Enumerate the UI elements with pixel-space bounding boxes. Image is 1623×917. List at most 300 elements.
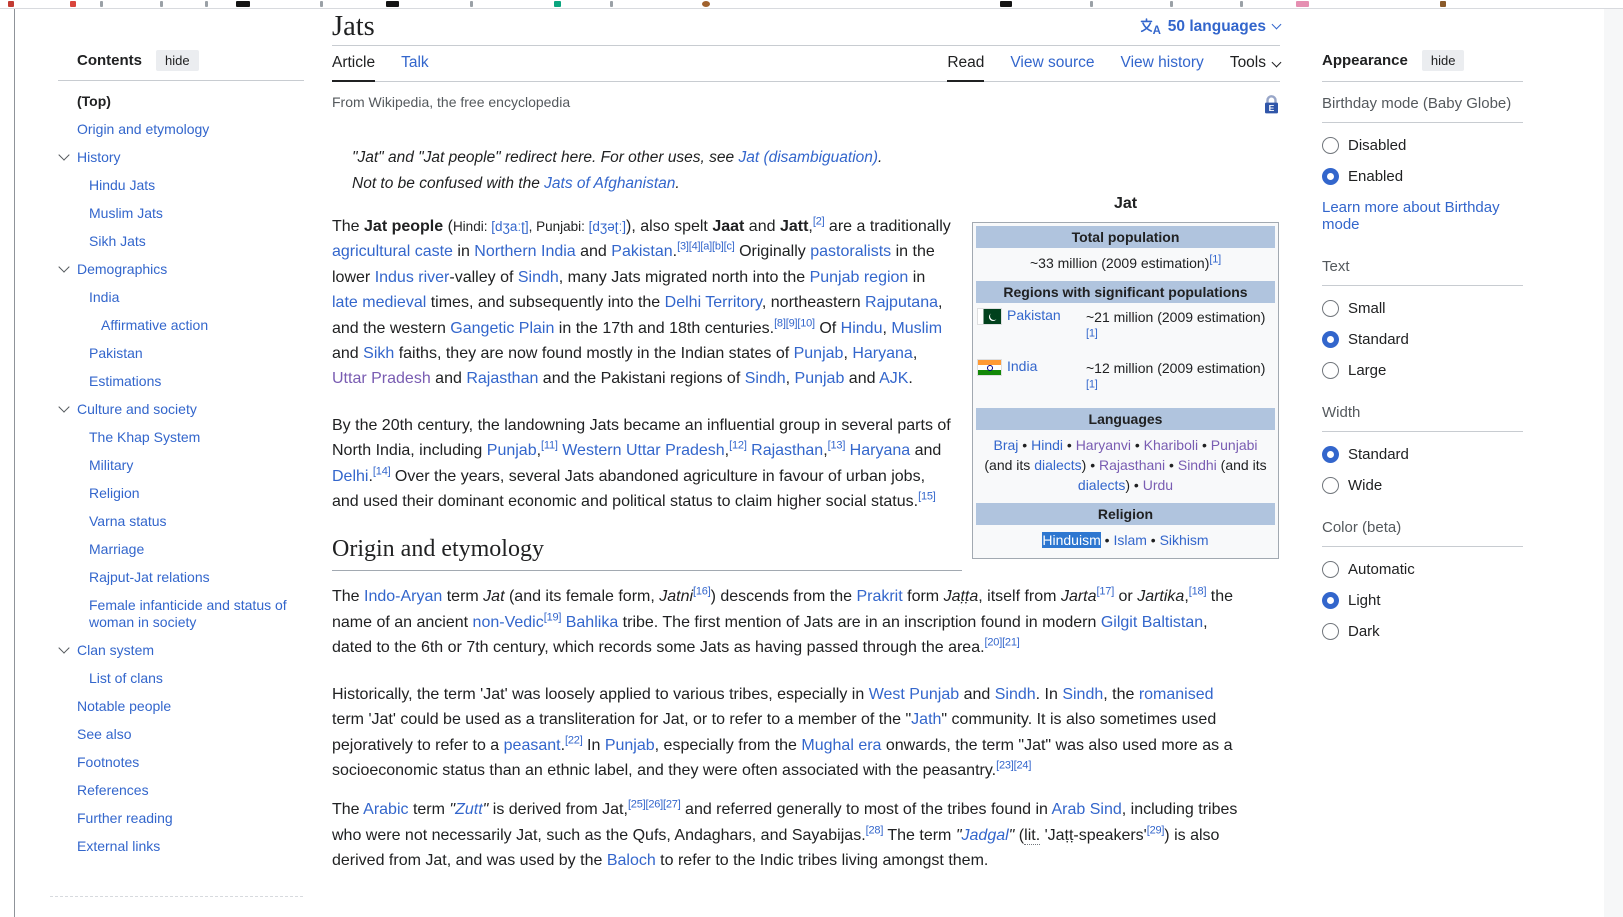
text-segment: (and its female form, bbox=[504, 588, 660, 606]
radio-option-enabled[interactable] bbox=[1322, 168, 1523, 185]
origin-paragraph-1 bbox=[332, 584, 1248, 660]
radio-selected-icon[interactable] bbox=[1322, 446, 1339, 463]
link[interactable]: dialects bbox=[1034, 457, 1082, 473]
link[interactable]: [28] bbox=[865, 824, 884, 837]
link[interactable]: [8][9][10] bbox=[774, 317, 815, 330]
radio-option-light[interactable] bbox=[1322, 592, 1523, 609]
text-segment: , northeastern bbox=[761, 294, 866, 312]
text-segment: The bbox=[332, 588, 365, 606]
toc-item-label: Varna status bbox=[89, 513, 167, 529]
link[interactable]: Urdu bbox=[1142, 477, 1174, 493]
table-of-contents bbox=[58, 50, 304, 866]
bookmark-icon-fragment bbox=[386, 1, 399, 7]
text-segment: ~33 million (2009 estimation) bbox=[1029, 255, 1210, 271]
link[interactable]: Punjab bbox=[794, 370, 845, 388]
text-segment: , including tribes who were not necessarily Jat, such as the Qufs, Andaghars, and Sayabijas. bbox=[332, 801, 1238, 844]
link[interactable]: Zutt bbox=[455, 801, 483, 819]
bookmark-icon-fragment bbox=[8, 1, 14, 7]
svg-text:E: E bbox=[1268, 103, 1275, 113]
toc-item-label: Clan system bbox=[77, 642, 155, 658]
link[interactable]: Sindh bbox=[994, 685, 1036, 703]
radio-option-label: Enabled bbox=[1348, 168, 1404, 185]
bookmark-icon-fragment bbox=[100, 1, 103, 7]
text-segment: , especially from the bbox=[654, 736, 802, 754]
link[interactable]: Rajputana bbox=[865, 294, 938, 312]
link[interactable]: Pakistan bbox=[1007, 307, 1061, 323]
link[interactable]: Jadgal bbox=[961, 826, 1009, 844]
toc-item-female-infanticide-and-status-of-woman-in-society[interactable] bbox=[58, 597, 304, 631]
bookmark-icon-fragment bbox=[1090, 1, 1093, 7]
link[interactable]: [1] bbox=[1209, 253, 1221, 266]
text-segment: Not to be confused with the bbox=[352, 175, 545, 192]
radio-unselected-icon[interactable] bbox=[1322, 477, 1339, 494]
bookmark-icon-fragment bbox=[554, 1, 561, 7]
link[interactable]: romanised bbox=[1138, 685, 1214, 703]
toc-item-list-of-clans[interactable] bbox=[58, 670, 304, 687]
appearance-section-title: Text bbox=[1322, 258, 1523, 286]
link[interactable]: [1] bbox=[1086, 327, 1098, 340]
link[interactable]: Delhi Territory bbox=[664, 294, 762, 312]
bookmark-icon-fragment bbox=[1170, 1, 1173, 7]
chevron-down-icon[interactable] bbox=[58, 149, 69, 160]
radio-option-label: Disabled bbox=[1348, 137, 1407, 154]
page-title: Jats bbox=[332, 10, 375, 42]
link[interactable]: Hinduism bbox=[1042, 532, 1101, 548]
link[interactable]: Arab Sind bbox=[1051, 801, 1122, 819]
link[interactable]: Western Uttar Pradesh bbox=[562, 442, 725, 460]
text-segment: " bbox=[449, 801, 456, 819]
radio-option-label: Automatic bbox=[1348, 561, 1415, 578]
text-segment: Jarta bbox=[1060, 588, 1097, 606]
link[interactable]: Sindh bbox=[744, 370, 786, 388]
radio-selected-icon[interactable] bbox=[1322, 331, 1339, 348]
toc-item-label: The Khap System bbox=[89, 429, 201, 445]
link[interactable]: Punjab bbox=[486, 442, 537, 460]
radio-unselected-icon[interactable] bbox=[1322, 623, 1339, 640]
text-segment: -valley of bbox=[449, 268, 518, 286]
link[interactable]: AJK bbox=[879, 370, 909, 388]
bookmark-icon-fragment bbox=[160, 1, 163, 7]
toc-item-rajput-jat-relations[interactable] bbox=[58, 569, 304, 586]
religion-value bbox=[976, 525, 1275, 555]
text-segment: Jatt bbox=[779, 218, 809, 235]
link[interactable]: [14] bbox=[372, 465, 391, 478]
chevron-down-icon[interactable] bbox=[58, 642, 69, 653]
text-segment: Jat people bbox=[364, 218, 444, 235]
text-segment: 'Jaṭṭ-speakers' bbox=[1040, 826, 1147, 844]
text-segment: " community. It is also sometimes used pejoratively to refer to a bbox=[332, 711, 1217, 754]
text-segment: " bbox=[482, 801, 489, 819]
text-segment: , the bbox=[1103, 685, 1139, 703]
text-segment: times, and subsequently into the bbox=[426, 294, 665, 312]
radio-option-dark[interactable] bbox=[1322, 623, 1523, 640]
link[interactable]: India bbox=[1007, 358, 1038, 374]
text-segment: • bbox=[1063, 437, 1076, 453]
text-segment: lit. bbox=[1024, 826, 1041, 844]
text-segment: Jatni bbox=[659, 588, 694, 606]
link[interactable]: Punjab bbox=[604, 736, 655, 754]
text-segment: and bbox=[910, 442, 942, 460]
text-segment: , bbox=[785, 370, 795, 388]
toc-item-culture-and-society[interactable] bbox=[58, 401, 304, 418]
text-segment: . bbox=[560, 736, 566, 754]
text-segment: , many Jats migrated north into the bbox=[558, 268, 810, 286]
link[interactable]: Sindh bbox=[517, 268, 559, 286]
text-segment: . bbox=[878, 149, 883, 166]
tab-article[interactable]: Article bbox=[332, 54, 375, 81]
appearance-hide-button[interactable]: hide bbox=[1422, 50, 1465, 71]
languages-value bbox=[976, 430, 1275, 500]
text-segment: , and the western bbox=[332, 294, 943, 337]
text-segment: faiths, they are now found mostly in the Indian states of bbox=[394, 345, 794, 363]
text-segment: . bbox=[675, 175, 680, 192]
text-segment: " bbox=[955, 826, 962, 844]
languages-button[interactable] bbox=[1140, 18, 1280, 36]
toc-item-marriage[interactable] bbox=[58, 541, 304, 558]
region-row-pakistan bbox=[976, 303, 1275, 354]
toc-item-notable-people[interactable] bbox=[58, 698, 304, 715]
radio-option-wide[interactable] bbox=[1322, 477, 1523, 494]
link[interactable]: Muslim bbox=[891, 319, 943, 337]
toc-item-further-reading[interactable] bbox=[58, 810, 304, 827]
link[interactable]: Khariboli bbox=[1143, 437, 1199, 453]
link[interactable]: Haryana bbox=[852, 345, 913, 363]
link[interactable]: Gangetic Plain bbox=[450, 319, 555, 337]
learn-more-link[interactable]: Learn more about Birthday mode bbox=[1322, 199, 1500, 233]
radio-option-automatic[interactable] bbox=[1322, 561, 1523, 578]
toc-item-label: Sikh Jats bbox=[89, 233, 146, 249]
text-segment: • bbox=[1165, 457, 1178, 473]
link[interactable]: [25][26][27] bbox=[627, 798, 681, 811]
site-subtitle: From Wikipedia, the free encyclopedia bbox=[332, 94, 571, 110]
link[interactable]: Punjab region bbox=[809, 268, 909, 286]
text-segment: ), also spelt bbox=[626, 218, 713, 235]
link[interactable]: non-Vedic bbox=[472, 613, 544, 631]
text-segment: , bbox=[882, 319, 892, 337]
toc-item-varna-status[interactable] bbox=[58, 513, 304, 530]
link[interactable]: Sikhism bbox=[1159, 532, 1209, 548]
text-segment: , dated to the 6th or 7th century, which records some Jats as having passed through the area. bbox=[332, 613, 1208, 657]
link[interactable]: Gilgit Baltistan bbox=[1100, 613, 1204, 631]
link[interactable]: Jat (disambiguation) bbox=[738, 149, 879, 166]
radio-option-label: Small bbox=[1348, 300, 1386, 317]
radio-option-large[interactable] bbox=[1322, 362, 1523, 379]
bookmark-icon-fragment bbox=[610, 1, 613, 7]
text-segment: and bbox=[430, 370, 467, 388]
translate-icon bbox=[1140, 18, 1161, 35]
appearance-heading: Appearance bbox=[1322, 52, 1408, 69]
hatnote-line bbox=[352, 145, 1280, 171]
toc-item-see-also[interactable] bbox=[58, 726, 304, 743]
link[interactable]: [11] bbox=[541, 439, 558, 452]
scrollbar-track[interactable] bbox=[1604, 9, 1623, 917]
link[interactable]: Rajasthan bbox=[466, 370, 539, 388]
text-segment: is derived from Jat, bbox=[488, 801, 628, 819]
toc-item-clan-system[interactable] bbox=[58, 642, 304, 659]
text-segment: or bbox=[1114, 588, 1138, 606]
link[interactable]: Indo-Aryan bbox=[364, 588, 443, 606]
link[interactable]: [19] bbox=[543, 611, 562, 624]
languages-label: 50 languages bbox=[1167, 17, 1266, 35]
link[interactable]: Arabic bbox=[363, 801, 409, 819]
text-segment: , bbox=[1184, 588, 1189, 606]
bookmark-icon-fragment bbox=[205, 1, 208, 7]
toc-item-top[interactable] bbox=[58, 93, 304, 110]
text-segment: , bbox=[808, 218, 813, 235]
tab-view-history[interactable]: View history bbox=[1120, 54, 1204, 71]
region-row-india bbox=[976, 354, 1275, 405]
toc-item-label: Affirmative action bbox=[101, 317, 209, 333]
tab-talk[interactable]: Talk bbox=[401, 54, 429, 71]
toc-item-sikh-jats[interactable] bbox=[58, 233, 304, 250]
link[interactable]: Punjab bbox=[793, 345, 844, 363]
toc-item-label: (Top) bbox=[77, 93, 111, 109]
toc-item-label: Demographics bbox=[77, 261, 168, 277]
toc-item-label: Female infanticide and status of woman in society bbox=[89, 597, 287, 630]
link[interactable]: Braj bbox=[993, 437, 1019, 453]
infobox-header-total-population: Total population bbox=[976, 226, 1275, 248]
toc-item-pakistan[interactable] bbox=[58, 345, 304, 362]
text-segment: the name of an ancient bbox=[332, 588, 1234, 631]
origin-paragraph-3 bbox=[332, 797, 1248, 873]
toc-item-demographics[interactable] bbox=[58, 261, 304, 278]
link[interactable]: Indus river bbox=[374, 268, 450, 286]
toc-item-label: Military bbox=[89, 457, 134, 473]
text-segment: ~21 million (2009 estimation) bbox=[1086, 309, 1266, 325]
total-population-value bbox=[976, 248, 1275, 278]
text-segment: "Jat" and "Jat people" redirect here. For other uses, see bbox=[352, 149, 739, 166]
appearance-section-title: Color (beta) bbox=[1322, 519, 1523, 547]
section-heading-origin: Origin and etymology bbox=[332, 534, 962, 571]
link[interactable]: Jath bbox=[911, 711, 942, 729]
link[interactable]: West Punjab bbox=[868, 685, 960, 703]
link[interactable]: pastoralists bbox=[810, 243, 892, 261]
text-segment: , bbox=[823, 442, 828, 460]
link[interactable]: Mughal era bbox=[801, 736, 882, 754]
chevron-down-icon bbox=[1272, 57, 1282, 67]
text-segment: • bbox=[1198, 437, 1211, 453]
toc-item-the-khap-system[interactable] bbox=[58, 429, 304, 446]
toc-item-religion[interactable] bbox=[58, 485, 304, 502]
link[interactable]: Northern India bbox=[474, 243, 576, 261]
radio-unselected-icon[interactable] bbox=[1322, 137, 1339, 154]
text-segment: onwards, the term "Jat" was also used more as a socioeconomic status than an ethnic label, and they were often associated with the peasantry. bbox=[332, 736, 1233, 779]
browser-chrome-sliver bbox=[0, 0, 1623, 9]
toc-item-label: References bbox=[77, 782, 149, 798]
radio-selected-icon[interactable] bbox=[1322, 592, 1339, 609]
text-segment: , bbox=[912, 345, 918, 363]
toc-item-military[interactable] bbox=[58, 457, 304, 474]
toc-item-india[interactable] bbox=[58, 289, 304, 306]
toc-item-hindu-jats[interactable] bbox=[58, 177, 304, 194]
tools-label: Tools bbox=[1229, 54, 1266, 71]
link[interactable]: late medieval bbox=[332, 294, 427, 312]
radio-option-label: Wide bbox=[1348, 477, 1383, 494]
toc-item-origin-and-etymology[interactable] bbox=[58, 121, 304, 138]
text-segment: " bbox=[1008, 826, 1015, 844]
text-segment: The bbox=[332, 218, 365, 235]
radio-option-disabled[interactable] bbox=[1322, 137, 1523, 154]
chevron-down-icon[interactable] bbox=[58, 401, 69, 412]
radio-selected-icon[interactable] bbox=[1322, 168, 1339, 185]
link[interactable]: agricultural caste bbox=[332, 243, 453, 261]
tools-menu[interactable] bbox=[1230, 54, 1280, 81]
link[interactable]: Hindi bbox=[1031, 437, 1063, 453]
link[interactable]: Bahlika bbox=[565, 613, 619, 631]
radio-option-standard[interactable] bbox=[1322, 331, 1523, 348]
appearance-sections bbox=[1322, 95, 1523, 640]
toc-hide-button[interactable]: hide bbox=[156, 50, 199, 71]
extended-protection-lock-icon[interactable] bbox=[1263, 94, 1280, 118]
toc-item-label: See also bbox=[77, 726, 132, 742]
link[interactable]: [13] bbox=[827, 439, 846, 452]
toc-item-external-links[interactable] bbox=[58, 838, 304, 855]
text-segment: Of bbox=[814, 319, 841, 337]
link[interactable]: [29] bbox=[1146, 824, 1165, 837]
link[interactable]: Baloch bbox=[606, 852, 656, 870]
link[interactable]: [23][24] bbox=[996, 759, 1032, 772]
radio-option-label: Large bbox=[1348, 362, 1387, 379]
link[interactable]: Hindu bbox=[840, 319, 883, 337]
text-segment: term bbox=[442, 588, 484, 606]
toc-item-label: Rajput-Jat relations bbox=[89, 569, 210, 585]
link[interactable]: Pakistan bbox=[611, 243, 673, 261]
text-segment: In bbox=[582, 736, 605, 754]
link[interactable]: Prakrit bbox=[856, 588, 903, 606]
text-segment: Jaṭṭa bbox=[943, 588, 979, 606]
text-segment: . bbox=[368, 467, 373, 485]
toc-item-muslim-jats[interactable] bbox=[58, 205, 304, 222]
text-segment: . bbox=[908, 370, 913, 388]
text-segment: to refer to the Indic tribes living amongst them. bbox=[655, 852, 989, 870]
infobox-header-languages: Languages bbox=[976, 408, 1275, 430]
text-segment: in the 17th and 18th centuries. bbox=[554, 319, 775, 337]
toc-item-label: Further reading bbox=[77, 810, 173, 826]
link[interactable]: [20][21] bbox=[984, 636, 1020, 649]
link[interactable]: [18] bbox=[1188, 586, 1207, 599]
toc-item-references[interactable] bbox=[58, 782, 304, 799]
text-segment: • bbox=[1146, 532, 1160, 548]
text-segment: (and its bbox=[1216, 457, 1267, 473]
toc-item-label: Culture and society bbox=[77, 401, 197, 417]
link[interactable]: [22] bbox=[565, 734, 583, 747]
text-segment: Historically, the term 'Jat' was loosely applied to various tribes, especially in bbox=[332, 685, 869, 703]
text-segment: • bbox=[1018, 437, 1032, 453]
title-row bbox=[332, 8, 1280, 46]
text-segment: and referred generally to most of the tribes found in bbox=[680, 801, 1052, 819]
text-segment: Punjabi: bbox=[536, 219, 589, 234]
toc-item-label: External links bbox=[77, 838, 161, 854]
link[interactable]: Islam bbox=[1113, 532, 1147, 548]
link[interactable]: Rajasthani bbox=[1099, 457, 1166, 473]
infobox-caption: Jat bbox=[1113, 195, 1138, 212]
chevron-down-icon[interactable] bbox=[58, 261, 69, 272]
text-segment: The term bbox=[883, 826, 956, 844]
radio-option-standard[interactable] bbox=[1322, 446, 1523, 463]
toc-list bbox=[58, 81, 304, 855]
text-segment: and bbox=[575, 243, 612, 261]
lead-paragraph-1 bbox=[332, 214, 954, 392]
tab-read[interactable]: Read bbox=[947, 54, 984, 81]
text-segment: ) descends from the bbox=[710, 588, 857, 606]
text-segment: in bbox=[452, 243, 475, 261]
link[interactable]: Haryana bbox=[849, 442, 911, 460]
link[interactable]: [12] bbox=[729, 439, 747, 452]
link[interactable]: [3][4][a][b][c] bbox=[677, 241, 735, 254]
link[interactable]: Sindhi bbox=[1177, 457, 1217, 473]
link[interactable]: [15] bbox=[918, 490, 936, 503]
toc-item-affirmative-action[interactable] bbox=[58, 317, 304, 334]
link[interactable]: Delhi bbox=[332, 467, 369, 485]
text-segment: ) • bbox=[1081, 457, 1100, 473]
text-segment: and the Pakistani regions of bbox=[538, 370, 745, 388]
radio-option-small[interactable] bbox=[1322, 300, 1523, 317]
link[interactable]: [17] bbox=[1096, 586, 1115, 599]
link[interactable]: [dʒaːʈ] bbox=[491, 219, 529, 234]
radio-option-label: Standard bbox=[1348, 331, 1409, 348]
link[interactable]: [dʒəʈː] bbox=[588, 219, 627, 234]
radio-unselected-icon[interactable] bbox=[1322, 362, 1339, 379]
link[interactable]: Haryanvi bbox=[1075, 437, 1131, 453]
india-flag-icon bbox=[978, 360, 1001, 375]
link[interactable]: Punjabi bbox=[1210, 437, 1258, 453]
text-segment: form bbox=[902, 588, 944, 606]
bookmark-icon-fragment bbox=[702, 1, 710, 7]
link[interactable]: Rajasthan bbox=[751, 442, 824, 460]
text-segment: Jartika bbox=[1137, 588, 1185, 606]
text-segment: Jaat bbox=[712, 218, 745, 235]
link[interactable]: dialects bbox=[1077, 477, 1126, 493]
radio-option-label: Standard bbox=[1348, 446, 1409, 463]
text-segment: in the lower bbox=[332, 243, 935, 286]
link[interactable]: peasant bbox=[503, 736, 561, 754]
tab-view-source[interactable]: View source bbox=[1010, 54, 1095, 71]
toc-item-label: Marriage bbox=[89, 541, 145, 557]
bookmark-icon-fragment bbox=[1000, 1, 1012, 7]
link[interactable]: [1] bbox=[1086, 378, 1098, 391]
link[interactable]: Sikh bbox=[363, 345, 395, 363]
infobox-header-regions: Regions with significant populations bbox=[976, 281, 1275, 303]
subtitle-row bbox=[332, 94, 1280, 118]
text-segment: in bbox=[908, 268, 926, 286]
link[interactable]: [2] bbox=[812, 215, 825, 228]
text-segment: ( bbox=[1014, 826, 1025, 844]
text-segment: Hindi: bbox=[452, 219, 492, 234]
bookmark-icon-fragment bbox=[320, 1, 323, 7]
radio-unselected-icon[interactable] bbox=[1322, 561, 1339, 578]
bookmark-icon-fragment bbox=[1296, 1, 1309, 7]
link[interactable]: Sindh bbox=[1062, 685, 1104, 703]
text-segment: ) • bbox=[1125, 477, 1143, 493]
toc-item-history[interactable] bbox=[58, 149, 304, 166]
link[interactable]: Jats of Afghanistan bbox=[544, 175, 676, 192]
text-segment: , bbox=[724, 442, 730, 460]
text-segment: Jat bbox=[483, 588, 505, 606]
radio-unselected-icon[interactable] bbox=[1322, 300, 1339, 317]
text-segment: , bbox=[536, 442, 542, 460]
toc-bottom-divider bbox=[50, 896, 303, 897]
toc-item-estimations[interactable] bbox=[58, 373, 304, 390]
link[interactable]: Uttar Pradesh bbox=[332, 370, 431, 388]
bookmark-icon-fragment bbox=[236, 1, 250, 7]
toc-item-label: Muslim Jats bbox=[89, 205, 163, 221]
toc-item-footnotes[interactable] bbox=[58, 754, 304, 771]
infobox bbox=[972, 195, 1279, 559]
text-segment: term bbox=[408, 801, 450, 819]
link[interactable]: [16] bbox=[693, 586, 711, 599]
appearance-section-title: Birthday mode (Baby Globe) bbox=[1322, 95, 1523, 123]
contents-heading: Contents bbox=[77, 52, 142, 69]
